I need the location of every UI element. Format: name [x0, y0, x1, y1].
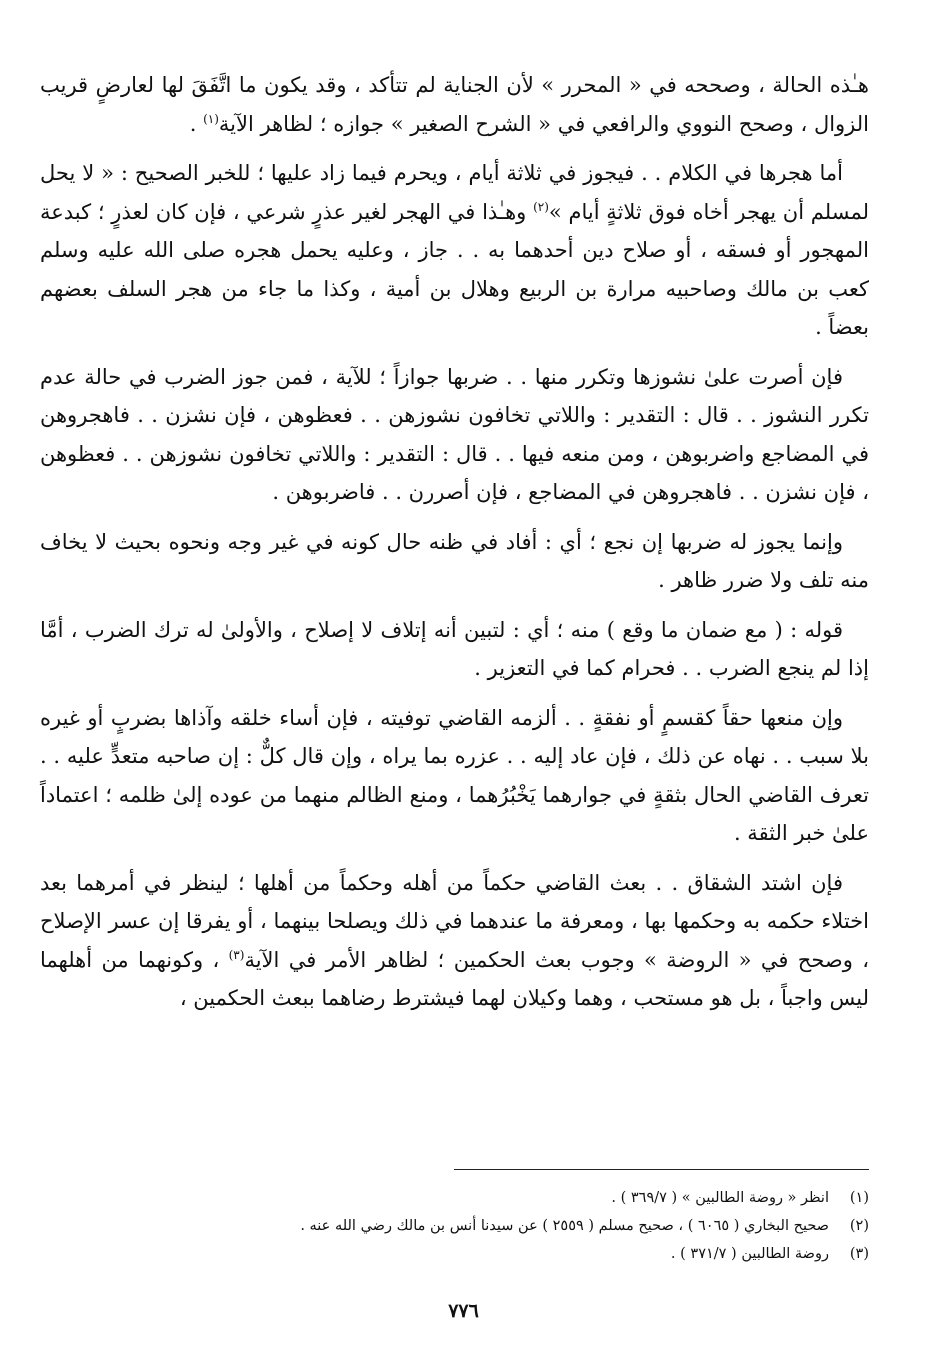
footnote-3: [40, 1240, 869, 1268]
footnote-ref-2[interactable]: (٢): [533, 199, 549, 214]
main-text: [40, 66, 869, 1029]
paragraph-7-text: فإن اشتد الشقاق . . بعث القاضي حكماً من أهله وحكماً من أهلها ؛ لينظر في أمرهما بعد اختلاء حكمه به وحكمها بها ، ومعرفة ما عندهما في ذلك ويصلحا بينهما ، أو يفرقا إن عسر الإصلاح ، وصحح في « الروضة » وجوب بعث الحكمين ؛ لظاهر الأمر في الآية: [40, 870, 869, 972]
paragraph-3-text: فإن أصرت علىٰ نشوزها وتكرر منها . . ضربها جوازاً ؛ للآية ، فمن جوز الضرب في حالة عدم تكرر النشوز . . قال : التقدير : واللاتي تخافون نشوزهن . . فعظوهن ، فإن نشزن . . فاهجروهن في المضاجع واضربوهن ، ومن منعه فيها . . قال : التقدير : واللاتي تخافون نشوزهن . . فعظوهن ، فإن نشزن . . فاهجروهن في المضاجع ، فإن أصررن . . فاضربوهن .: [40, 364, 869, 504]
paragraph-4-text: وإنما يجوز له ضربها إن نجع ؛ أي : أفاد في ظنه حال كونه في غير وجه ونحوه بحيث لا يخاف منه تلف ولا ضرر ظاهر .: [40, 529, 869, 592]
footnote-2: [40, 1212, 869, 1240]
paragraph-1-tail: .: [189, 111, 204, 136]
footnote-ref-1[interactable]: (١): [203, 111, 219, 126]
paragraph-6-text: وإن منعها حقاً كقسمٍ أو نفقةٍ . . ألزمه القاضي توفيته ، فإن أساء خلقه وآذاها بضربٍ أو غيره بلا سبب . . نهاه عن ذلك ، فإن عاد إليه . . عزره بما يراه ، وإن قال كلٌّ : إن صاحبه متعدٍّ عليه . . تعرف القاضي الحال بثقةٍ في جوارهما يَخْبُرُهما ، ومنع الظالم منهما من عوده إلىٰ ظلمه ؛ اعتماداً علىٰ خبر الثقة .: [40, 705, 869, 845]
paragraph-1: [40, 66, 869, 143]
footnote-3-text: روضة الطالبين ( ٣٧١/٧ ) .: [670, 1246, 829, 1262]
footnotes: [40, 1184, 869, 1268]
paragraph-6: [40, 699, 869, 853]
paragraph-4: [40, 523, 869, 600]
footnote-3-number: (٣): [849, 1246, 869, 1262]
paragraph-2: [40, 154, 869, 347]
paragraph-7-tail: ، وكونهما من أهلهما ليس واجباً ، بل هو مستحب ، وهما وكيلان لهما فيشترط رضاهما ببعث الحكمين ،: [40, 947, 869, 1010]
footnote-1-number: (١): [849, 1190, 869, 1206]
footnote-ref-3[interactable]: (٣): [228, 947, 245, 962]
footnote-2-text: صحيح البخاري ( ٦٠٦٥ ) ، صحيح مسلم ( ٢٥٥٩ ) عن سيدنا أنس بن مالك رضي الله عنه .: [300, 1218, 829, 1234]
paragraph-5-text: قوله : ( مع ضمان ما وقع ) منه ؛ أي : لتبين أنه إتلاف لا إصلاح ، والأولىٰ له ترك الضرب ، أمَّا إذا لم ينجع الضرب . . فحرام كما في التعزير .: [40, 617, 869, 680]
page-number: ٧٧٦: [448, 1300, 479, 1322]
paragraph-1-text: هـٰذه الحالة ، وصححه في « المحرر » لأن الجناية لم تتأكد ، وقد يكون ما اتَّفَقَ لها لعارضٍ قريب الزوال ، وصحح النووي والرافعي في « الشرح الصغير » جوازه ؛ لظاهر الآية: [40, 73, 869, 136]
paragraph-2-tail: وهـٰذا في الهجر لغير عذرٍ شرعي ، فإن كان لعذرٍ ؛ كبدعة المهجور أو فسقه ، أو صلاح دين أحدهما به . . جاز ، وعليه يحمل هجره صلى الله عليه وسلم كعب بن مالك وصاحبيه مرارة بن الربيع وهلال بن أمية ، وكذا ما جاء من هجر السلف بعضهم بعضاً .: [40, 199, 869, 339]
footnote-1-text: انظر « روضة الطالبين » ( ٣٦٩/٧ ) .: [611, 1190, 829, 1206]
footnote-1: [40, 1184, 869, 1212]
paragraph-7: [40, 864, 869, 1018]
footnote-separator: [454, 1169, 869, 1170]
paragraph-3: [40, 358, 869, 512]
paragraph-5: [40, 611, 869, 688]
paragraph-2-text: أما هجرها في الكلام . . فيجوز في ثلاثة أيام ، ويحرم فيما زاد عليها ؛ للخبر الصحيح : « لا يحل لمسلم أن يهجر أخاه فوق ثلاثةٍ أيام »: [40, 161, 870, 224]
footnote-2-number: (٢): [849, 1218, 869, 1234]
